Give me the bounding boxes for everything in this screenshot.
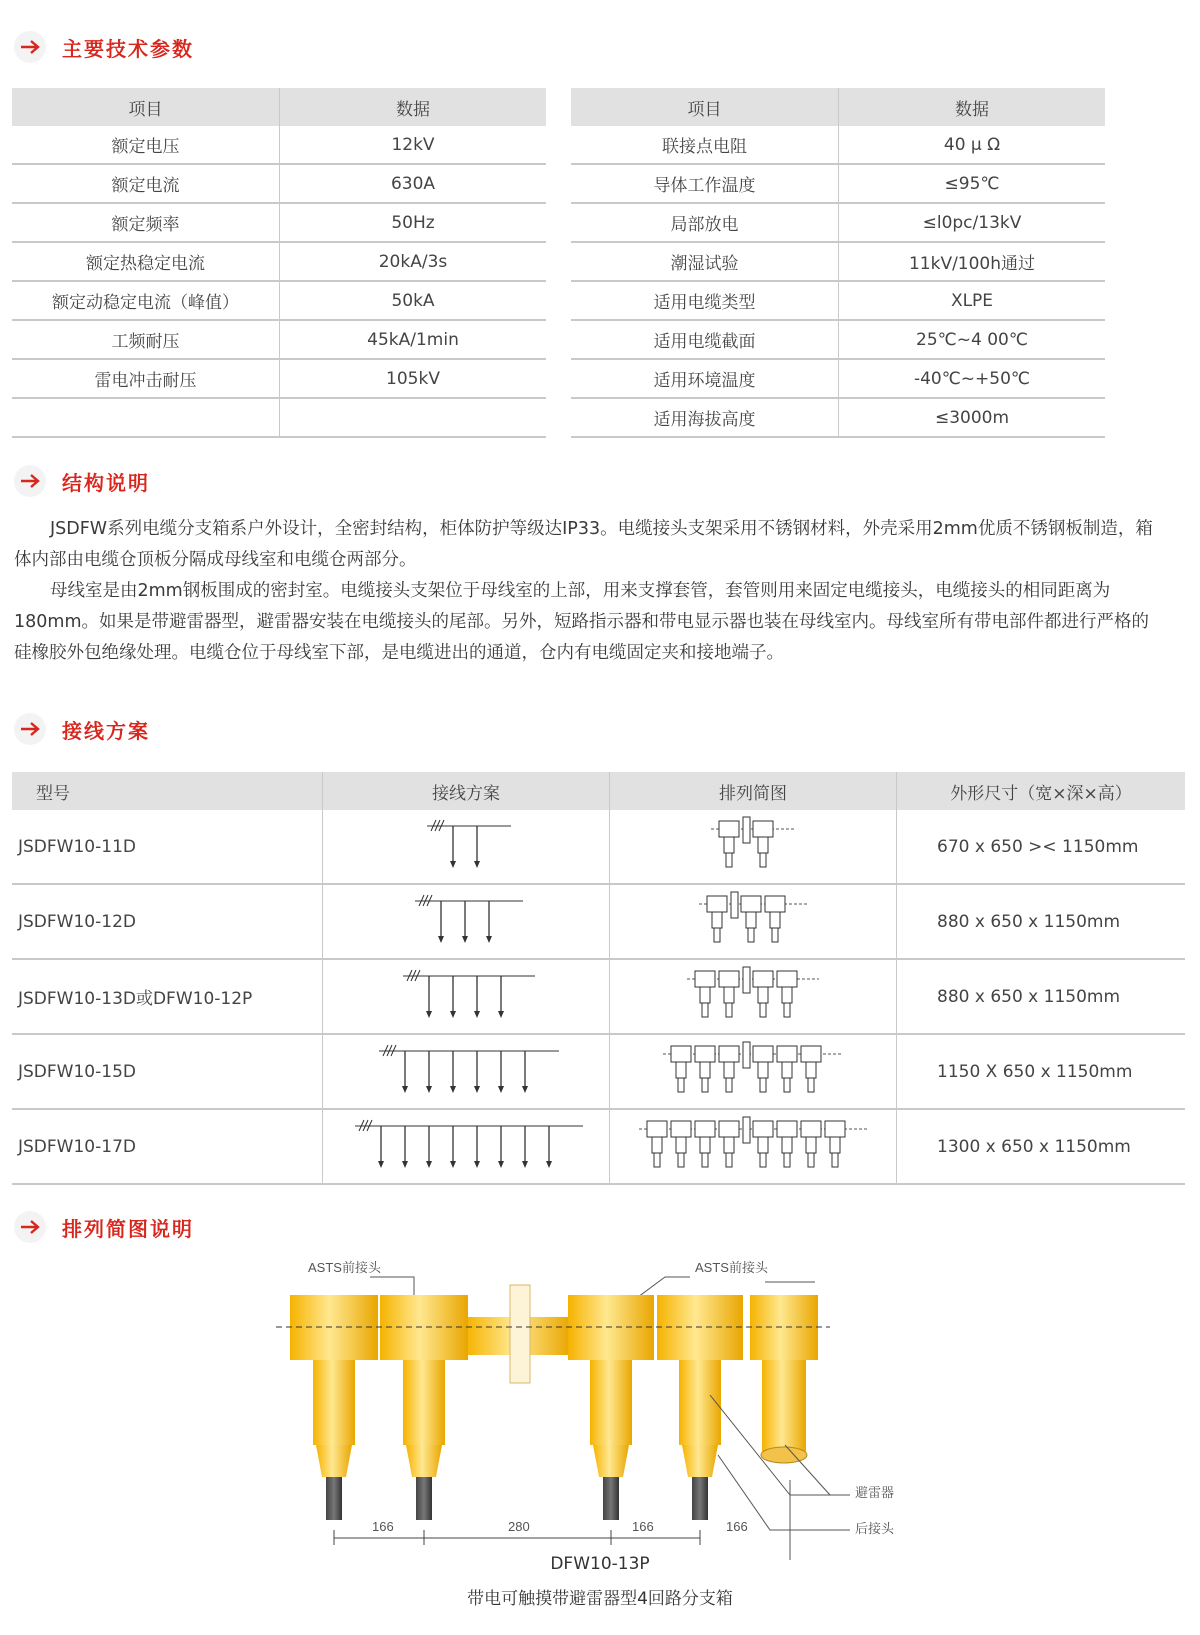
col-header-data: 数据 [839, 88, 1106, 126]
spec-value: 20kA/3s [280, 242, 547, 281]
spec-item: 适用电缆截面 [571, 320, 839, 359]
section-title: 主要技术参数 [62, 36, 194, 61]
spec-item: 雷电冲击耐压 [12, 359, 280, 398]
section-title: 结构说明 [62, 470, 150, 495]
paragraph: 母线室是由2mm钢板围成的密封室。电缆接头支架位于母线室的上部，用来支撑套管，套管则用来固定电缆接头，电缆接头的相同距离为180mm。如果是带避雷器型，避雷器安装在电缆接头的尾部。另外，短路指示器和带电显示器也装在母线室内。母线室所有带电部件都进行严格的硅橡胶外包绝缘处理。电缆仓位于母线室下部，是电缆进出的通道，仓内有电缆固定夹和接地端子。 [14, 581, 1149, 663]
layout-cell [610, 884, 897, 959]
spec-item: 联接点电阻 [571, 126, 839, 164]
paragraph: JSDFW系列电缆分支箱系户外设计，全密封结构，柜体防护等级达IP33。电缆接头支架采用不锈钢材料，外壳采用2mm优质不锈钢板制造，箱体内部由电缆仓顶板分隔成母线室和电缆仓两部分。 [14, 519, 1153, 570]
spec-item: 适用环境温度 [571, 359, 839, 398]
layout-graphic [637, 1113, 869, 1175]
section-title: 接线方案 [62, 718, 150, 743]
dimensions-cell: 1150 X 650 x 1150mm [897, 1034, 1186, 1109]
col-header-item: 项目 [571, 88, 839, 126]
table-row [12, 126, 546, 164]
spec-table-left [12, 88, 546, 438]
dimensions-cell: 670 x 650 >< 1150mm [897, 810, 1186, 884]
scheme-cell [323, 1109, 610, 1184]
dimensions-cell: 1300 x 650 x 1150mm [897, 1109, 1186, 1184]
spec-value: 25℃~4 00℃ [839, 320, 1106, 359]
layout-cell [610, 1034, 897, 1109]
layout-graphic [697, 888, 809, 950]
spec-value: 12kV [280, 126, 547, 164]
table-row [12, 884, 1185, 959]
col-header-layout: 排列简图 [610, 772, 897, 810]
col-header-dims: 外形尺寸（宽×深×高） [897, 772, 1186, 810]
section-head-structure [14, 464, 150, 498]
table-row [12, 164, 546, 203]
diagram-caption: 带电可触摸带避雷器型4回路分支箱 [467, 1589, 733, 1609]
layout-diagram [270, 1255, 970, 1569]
spec-value: 630A [280, 164, 547, 203]
label-arrester: 避雷器 [855, 1485, 895, 1500]
spec-table-right [571, 88, 1105, 438]
spec-value: XLPE [839, 281, 1106, 320]
wiring-scheme-graphic [369, 1039, 563, 1099]
dimensions-cell: 880 x 650 x 1150mm [897, 959, 1186, 1034]
connector-unit [290, 1295, 378, 1520]
spec-item: 局部放电 [571, 203, 839, 242]
section-head-wiring [14, 712, 150, 746]
layout-cell [610, 1109, 897, 1184]
arrester-unit [750, 1295, 818, 1463]
table-row [12, 959, 1185, 1034]
scheme-cell [323, 810, 610, 884]
arrow-right-icon [14, 465, 46, 497]
spec-item: 额定频率 [12, 203, 280, 242]
spec-value: ≤95℃ [839, 164, 1106, 203]
dimension-label: 280 [508, 1519, 530, 1534]
connector-unit [568, 1295, 654, 1520]
table-row [571, 242, 1105, 281]
spec-value: 50kA [280, 281, 547, 320]
model-cell: JSDFW10-11D [12, 810, 323, 884]
label-front-left: ASTS前接头 [308, 1260, 381, 1275]
spec-item: 潮湿试验 [571, 242, 839, 281]
model-cell: JSDFW10-17D [12, 1109, 323, 1184]
table-row [12, 320, 546, 359]
col-header-data: 数据 [280, 88, 547, 126]
section-head-layout [14, 1210, 194, 1244]
spec-item: 适用海拔高度 [571, 398, 839, 437]
structure-description [14, 514, 1164, 669]
model-cell: JSDFW10-13D或DFW10-12P [12, 959, 323, 1034]
spec-item: 额定热稳定电流 [12, 242, 280, 281]
table-row [12, 242, 546, 281]
connector-unit [657, 1295, 743, 1520]
table-row [571, 320, 1105, 359]
spec-value: 105kV [280, 359, 547, 398]
spec-item: 工频耐压 [12, 320, 280, 359]
col-header-model: 型号 [12, 772, 323, 810]
diagram-model: DFW10-13P [550, 1554, 650, 1574]
model-cell: JSDFW10-15D [12, 1034, 323, 1109]
spec-value: -40℃~+50℃ [839, 359, 1106, 398]
layout-cell [610, 810, 897, 884]
wiring-scheme-graphic [417, 814, 515, 874]
spec-value: 45kA/1min [280, 320, 547, 359]
table-row [12, 398, 546, 437]
scheme-cell [323, 959, 610, 1034]
layout-graphic [709, 813, 797, 875]
spec-value: 40 μ Ω [839, 126, 1106, 164]
col-header-item: 项目 [12, 88, 280, 126]
table-row [571, 203, 1105, 242]
layout-cell [610, 959, 897, 1034]
dimension-label: 166 [372, 1519, 394, 1534]
table-row [571, 398, 1105, 437]
section-head-specs [14, 30, 194, 64]
spec-value [280, 398, 547, 437]
wiring-table [12, 772, 1185, 1185]
spec-value: 11kV/100h通过 [839, 242, 1106, 281]
dimension-label: 166 [632, 1519, 654, 1534]
label-rear-joint: 后接头 [855, 1521, 895, 1536]
scheme-cell [323, 884, 610, 959]
spec-item: 导体工作温度 [571, 164, 839, 203]
spec-item: 额定动稳定电流（峰值） [12, 281, 280, 320]
spec-value: 50Hz [280, 203, 547, 242]
spec-item: 额定电压 [12, 126, 280, 164]
table-row [571, 359, 1105, 398]
table-row [12, 1034, 1185, 1109]
col-header-scheme: 接线方案 [323, 772, 610, 810]
wiring-scheme-graphic [405, 889, 527, 949]
layout-graphic [685, 963, 821, 1025]
spec-value: ≤3000m [839, 398, 1106, 437]
table-row [571, 126, 1105, 164]
arrow-right-icon [14, 713, 46, 745]
dimension-label: 166 [726, 1519, 748, 1534]
wiring-scheme-graphic [393, 964, 539, 1024]
table-row [12, 1109, 1185, 1184]
wiring-scheme-graphic [345, 1114, 587, 1174]
table-row [12, 203, 546, 242]
table-row [571, 281, 1105, 320]
dimensions-cell: 880 x 650 x 1150mm [897, 884, 1186, 959]
spec-item: 适用电缆类型 [571, 281, 839, 320]
table-row [12, 281, 546, 320]
spec-item: 额定电流 [12, 164, 280, 203]
table-row [12, 810, 1185, 884]
layout-graphic [661, 1038, 845, 1100]
table-row [12, 359, 546, 398]
spec-item [12, 398, 280, 437]
connector-unit [380, 1295, 468, 1520]
table-row [571, 164, 1105, 203]
arrow-right-icon [14, 31, 46, 63]
label-front-right: ASTS前接头 [695, 1260, 768, 1275]
arrow-right-icon [14, 1211, 46, 1243]
model-cell: JSDFW10-12D [12, 884, 323, 959]
scheme-cell [323, 1034, 610, 1109]
section-title: 排列简图说明 [62, 1216, 194, 1241]
spec-value: ≤l0pc/13kV [839, 203, 1106, 242]
